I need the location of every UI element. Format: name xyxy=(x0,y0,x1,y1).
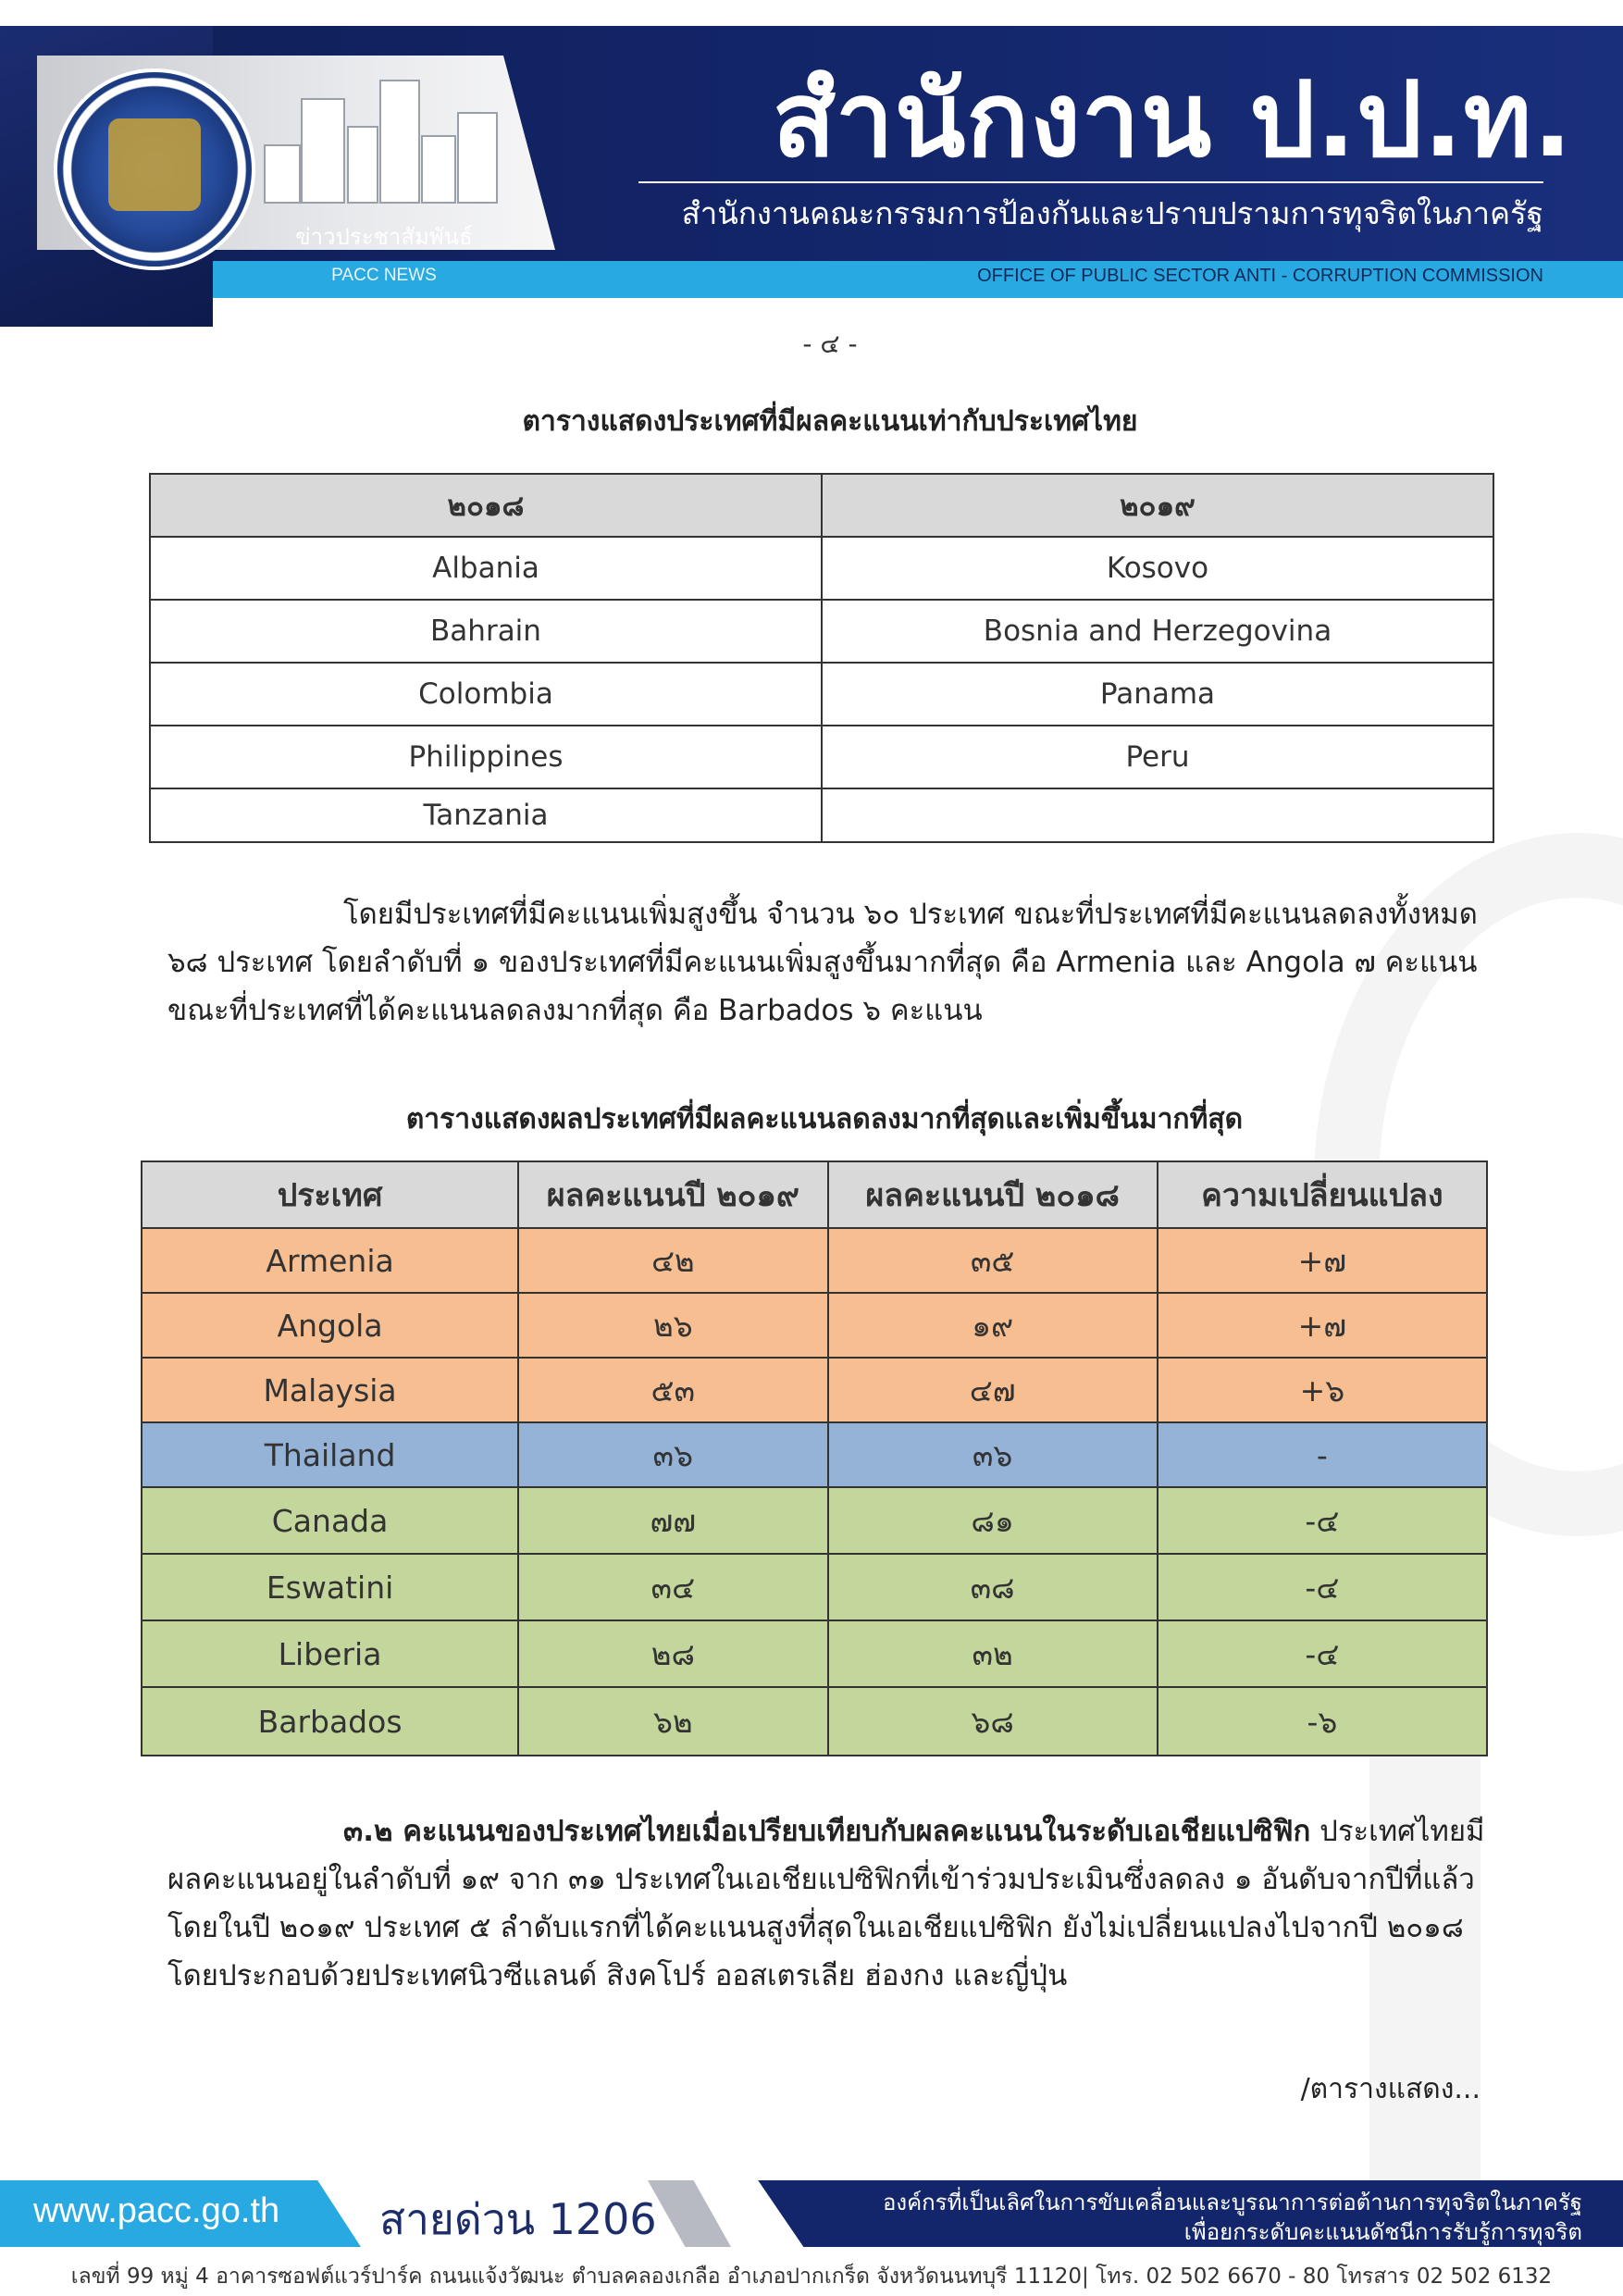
table-cell: ๓๖ xyxy=(828,1422,1158,1487)
table-cell: Albania xyxy=(150,537,822,600)
building-icon xyxy=(379,80,420,204)
paragraph-asia-pacific xyxy=(167,1807,1491,2000)
table-cell: Panama xyxy=(822,663,1493,726)
table-cell: Armenia xyxy=(142,1228,518,1293)
table-header-cell: ๒๐๑๘ xyxy=(150,474,822,537)
table-cell: Thailand xyxy=(142,1422,518,1487)
footer-hotline: สายด่วน 1206 xyxy=(379,2194,657,2244)
building-icon xyxy=(347,126,378,204)
table-row xyxy=(142,1358,1487,1422)
table-cell: Eswatini xyxy=(142,1554,518,1620)
table-header-cell: ความเปลี่ยนแปลง xyxy=(1158,1161,1487,1228)
table-row xyxy=(142,1487,1487,1554)
table-cell: ๓๕ xyxy=(828,1228,1158,1293)
table-cell: ๔๒ xyxy=(518,1228,827,1293)
table-row xyxy=(142,1620,1487,1687)
table-row xyxy=(142,1422,1487,1487)
table-cell: ๓๔ xyxy=(518,1554,827,1620)
table-cell: - xyxy=(1158,1422,1487,1487)
table-cell: ๖๒ xyxy=(518,1687,827,1756)
table-header-row xyxy=(142,1161,1487,1228)
paragraph-score-changes xyxy=(167,890,1491,1035)
page-number: - ๔ - xyxy=(802,329,858,359)
table-cell: Angola xyxy=(142,1293,518,1358)
table-cell: -๖ xyxy=(1158,1687,1487,1756)
table-cell: Bahrain xyxy=(150,600,822,663)
continued-marker: /ตารางแสดง... xyxy=(1300,2073,1481,2105)
table-cell: ๕๓ xyxy=(518,1358,827,1422)
table-cell: ๓๒ xyxy=(828,1620,1158,1687)
footer-address: เลขที่ 99 หมู่ 4 อาคารซอฟต์แวร์ปาร์ค ถนนแจ้งวัฒนะ ตำบลคลองเกลือ อำเภอปากเกร็ด จังหวัดนนทบุรี 11120| โทร. 02 502 6670 - 80 โทรสาร 02 502 6132 xyxy=(70,2265,1553,2289)
table-cell: Bosnia and Herzegovina xyxy=(822,600,1493,663)
table-cell: -๔ xyxy=(1158,1487,1487,1554)
news-label-thai: ข่าวประชาสัมพันธ์ xyxy=(295,224,473,250)
table-cell: Liberia xyxy=(142,1620,518,1687)
office-subtitle: สำนักงานคณะกรรมการป้องกันและปราบปรามการทุจริตในภาครัฐ xyxy=(681,195,1543,231)
table-cell: Philippines xyxy=(150,726,822,788)
table-cell: +๗ xyxy=(1158,1293,1487,1358)
table2-caption: ตารางแสดงผลประเทศที่มีผลคะแนนลดลงมากที่สุดและเพิ่มขึ้นมากที่สุด xyxy=(405,1103,1244,1136)
building-icon xyxy=(457,112,498,204)
footer-divider-shape xyxy=(648,2180,731,2247)
table-header-cell: ๒๐๑๙ xyxy=(822,474,1493,537)
footer-slogan-line1: องค์กรที่เป็นเลิศในการขับเคลื่อนและบูรณาการต่อต้านการทุจริตในภาครัฐ xyxy=(882,2190,1582,2215)
table-cell: +๖ xyxy=(1158,1358,1487,1422)
equal-score-table xyxy=(149,473,1494,843)
table-cell: Colombia xyxy=(150,663,822,726)
table-row xyxy=(142,1554,1487,1620)
table-row xyxy=(150,726,1493,788)
table-cell: Tanzania xyxy=(150,788,822,842)
paragraph-text: โดยมีประเทศที่มีคะแนนเพิ่มสูงขึ้น จำนวน ๖๐ ประเทศ ขณะที่ประเทศที่มีคะแนนลดลงทั้งหมด ๖๘ ประเทศ โดยลำดับที่ ๑ ของประเทศที่มีคะแนนเพิ่มสูงขึ้นมากที่สุด คือ Armenia และ Angola ๗ คะแนน ขณะที่ประเทศที่ได้คะแนนลดลงมากที่สุด คือ Barbados ๖ คะแนน xyxy=(167,898,1478,1027)
news-label-english: PACC NEWS xyxy=(331,266,437,285)
pacc-seal-logo xyxy=(57,72,252,267)
score-change-table xyxy=(141,1160,1488,1756)
table-row xyxy=(150,788,1493,842)
table-cell: ๔๗ xyxy=(828,1358,1158,1422)
table-row xyxy=(150,600,1493,663)
table-row xyxy=(142,1687,1487,1756)
table-cell: Malaysia xyxy=(142,1358,518,1422)
table-header-cell: ผลคะแนนปี ๒๐๑๙ xyxy=(518,1161,827,1228)
footer-website-link[interactable]: www.pacc.go.th xyxy=(33,2191,280,2230)
table-row xyxy=(142,1293,1487,1358)
table-cell: ๓๖ xyxy=(518,1422,827,1487)
table-cell: Barbados xyxy=(142,1687,518,1756)
table-row xyxy=(150,537,1493,600)
footer-slogan-line2: เพื่อยกระดับคะแนนดัชนีการรับรู้การทุจริต xyxy=(1183,2219,1582,2245)
table-row xyxy=(150,663,1493,726)
building-icon xyxy=(301,98,345,204)
table-header-row xyxy=(150,474,1493,537)
table-header-cell: ผลคะแนนปี ๒๐๑๘ xyxy=(828,1161,1158,1228)
table-cell: Kosovo xyxy=(822,537,1493,600)
table-cell: ๘๑ xyxy=(828,1487,1158,1554)
table-cell: ๒๖ xyxy=(518,1293,827,1358)
table-header-cell: ประเทศ xyxy=(142,1161,518,1228)
paragraph-heading: ๓.๒ คะแนนของประเทศไทยเมื่อเปรียบเทียบกับผลคะแนนในระดับเอเชียแปซิฟิก xyxy=(343,1815,1311,1848)
seal-emblem-icon xyxy=(108,118,201,211)
table-cell: -๔ xyxy=(1158,1554,1487,1620)
building-icon xyxy=(421,135,456,204)
table-cell: ๓๘ xyxy=(828,1554,1158,1620)
table-cell: +๗ xyxy=(1158,1228,1487,1293)
table-cell xyxy=(822,788,1493,842)
table-cell: Canada xyxy=(142,1487,518,1554)
table1-caption: ตารางแสดงประเทศที่มีผลคะแนนเท่ากับประเทศไทย xyxy=(522,405,1138,438)
header-divider xyxy=(638,181,1543,183)
table-cell: ๑๙ xyxy=(828,1293,1158,1358)
paragraph-text: ประเทศไทยมีผลคะแนนอยู่ในลำดับที่ ๑๙ จาก ๓๑ ประเทศในเอเชียแปซิฟิกที่เข้าร่วมประเมินซึ่งลดลง ๑ อันดับจากปีที่แล้ว โดยในปี ๒๐๑๙ ประเทศ ๕ ลำดับแรกที่ได้คะแนนสูงที่สุดในเอเชียแปซิฟิก ยังไม่เปลี่ยนแปลงไปจากปี ๒๐๑๘ โดยประกอบด้วยประเทศนิวซีแลนด์ สิงคโปร์ ออสเตรเลีย ฮ่องกง และญี่ปุ่น xyxy=(167,1815,1485,1992)
building-icon xyxy=(264,144,301,204)
office-english-name: OFFICE OF PUBLIC SECTOR ANTI - CORRUPTION COMMISSION xyxy=(977,266,1543,286)
table-row xyxy=(142,1228,1487,1293)
table-cell: -๔ xyxy=(1158,1620,1487,1687)
table-cell: ๖๘ xyxy=(828,1687,1158,1756)
office-title: สำนักงาน ป.ป.ท. xyxy=(772,60,1573,180)
table-cell: ๗๗ xyxy=(518,1487,827,1554)
table-cell: Peru xyxy=(822,726,1493,788)
table-cell: ๒๘ xyxy=(518,1620,827,1687)
